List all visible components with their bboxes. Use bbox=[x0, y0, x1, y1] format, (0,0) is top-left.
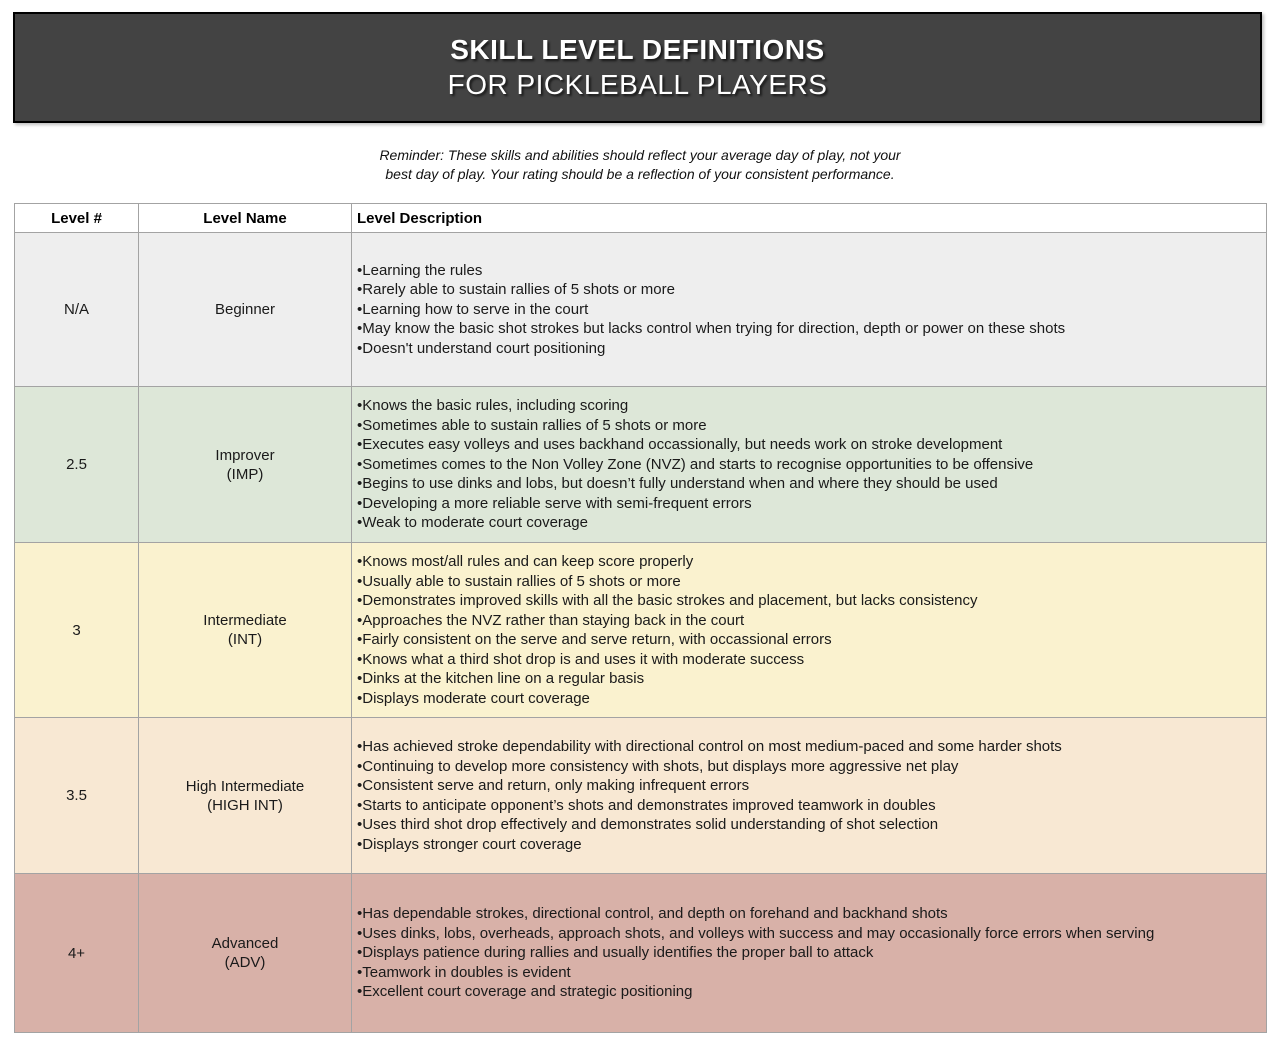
level-number-cell: 3 bbox=[15, 543, 139, 718]
level-name-cell bbox=[139, 874, 352, 1033]
column-header-level-number: Level # bbox=[15, 204, 139, 233]
level-description-cell bbox=[352, 718, 1267, 874]
bullet-line: • Starts to anticipate opponent’s shots and demonstrates improved teamwork in doubles bbox=[357, 796, 1262, 816]
bullet-line: • Displays stronger court coverage bbox=[357, 835, 1262, 855]
level-description-cell bbox=[352, 233, 1267, 387]
column-header-level-description: Level Description bbox=[352, 204, 1267, 233]
level-name-cell bbox=[139, 387, 352, 543]
bullet-line: • Knows the basic rules, including scoring bbox=[357, 396, 1262, 416]
bullet-list bbox=[357, 396, 1262, 533]
bullet-line: • Teamwork in doubles is evident bbox=[357, 963, 1262, 983]
bullet-line: • Demonstrates improved skills with all the basic strokes and placement, but lacks consistency bbox=[357, 591, 1262, 611]
level-description-cell bbox=[352, 543, 1267, 718]
level-abbr: (HIGH INT) bbox=[207, 796, 283, 814]
level-name-cell bbox=[139, 718, 352, 874]
bullet-list bbox=[357, 552, 1262, 708]
bullet-line: • Doesn't understand court positioning bbox=[357, 339, 1262, 359]
reminder-line-1: Reminder: These skills and abilities should reflect your average day of play, not your bbox=[379, 147, 901, 163]
bullet-line: • Displays moderate court coverage bbox=[357, 689, 1262, 709]
bullet-line: • Learning how to serve in the court bbox=[357, 300, 1262, 320]
level-name: High Intermediate bbox=[185, 777, 305, 795]
level-name: Improver bbox=[215, 446, 275, 464]
bullet-line: • Developing a more reliable serve with semi-frequent errors bbox=[357, 494, 1262, 514]
skill-level-table bbox=[14, 203, 1267, 1033]
bullet-line: • Usually able to sustain rallies of 5 shots or more bbox=[357, 572, 1262, 592]
bullet-line: • Knows what a third shot drop is and uses it with moderate success bbox=[357, 650, 1262, 670]
bullet-line: • Uses dinks, lobs, overheads, approach shots, and volleys with success and may occasionally force errors when serving bbox=[357, 924, 1262, 944]
level-name: Intermediate bbox=[203, 612, 287, 629]
bullet-line: • Begins to use dinks and lobs, but doesn’t fully understand when and where they should be used bbox=[357, 474, 1262, 494]
level-name: Beginner bbox=[214, 301, 276, 318]
bullet-line: • Dinks at the kitchen line on a regular basis bbox=[357, 669, 1262, 689]
reminder-text bbox=[0, 146, 1280, 184]
bullet-line: • Consistent serve and return, only making infrequent errors bbox=[357, 776, 1262, 796]
level-description-cell bbox=[352, 387, 1267, 543]
level-name: Advanced bbox=[211, 935, 279, 952]
level-abbr: (IMP) bbox=[226, 465, 264, 483]
bullet-line: • Knows most/all rules and can keep score properly bbox=[357, 552, 1262, 572]
bullet-line: • Rarely able to sustain rallies of 5 shots or more bbox=[357, 280, 1262, 300]
level-number-cell: N/A bbox=[15, 233, 139, 387]
bullet-line: • Sometimes comes to the Non Volley Zone (NVZ) and starts to recognise opportunities to be offensive bbox=[357, 455, 1262, 475]
table-row-improver bbox=[15, 387, 1267, 543]
bullet-line: • Executes easy volleys and uses backhand occassionally, but needs work on stroke development bbox=[357, 435, 1262, 455]
column-header-level-name: Level Name bbox=[139, 204, 352, 233]
level-description-cell bbox=[352, 874, 1267, 1033]
bullet-line: • May know the basic shot strokes but lacks control when trying for direction, depth or power on these shots bbox=[357, 319, 1262, 339]
bullet-line: • Continuing to develop more consistency with shots, but displays more aggressive net play bbox=[357, 757, 1262, 777]
page-subtitle: FOR PICKLEBALL PLAYERS bbox=[447, 69, 828, 100]
table-row-beginner bbox=[15, 233, 1267, 387]
bullet-line: • Has achieved stroke dependability with directional control on most medium-paced and some harder shots bbox=[357, 737, 1262, 757]
bullet-list bbox=[357, 737, 1262, 854]
bullet-list bbox=[357, 904, 1262, 1002]
bullet-line: • Approaches the NVZ rather than staying back in the court bbox=[357, 611, 1262, 631]
level-number-cell: 3.5 bbox=[15, 718, 139, 874]
bullet-line: • Displays patience during rallies and usually identifies the proper ball to attack bbox=[357, 943, 1262, 963]
table-row-high-intermediate bbox=[15, 718, 1267, 874]
page-banner bbox=[13, 12, 1262, 123]
bullet-line: • Has dependable strokes, directional control, and depth on forehand and backhand shots bbox=[357, 904, 1262, 924]
table-header-row bbox=[15, 204, 1267, 233]
level-abbr: (ADV) bbox=[224, 954, 266, 971]
bullet-line: • Sometimes able to sustain rallies of 5 shots or more bbox=[357, 416, 1262, 436]
level-number-cell: 2.5 bbox=[15, 387, 139, 543]
reminder-line-2: best day of play. Your rating should be a reflection of your consistent performance. bbox=[385, 166, 895, 182]
table-row-advanced bbox=[15, 874, 1267, 1033]
level-number-cell: 4+ bbox=[15, 874, 139, 1033]
bullet-line: • Excellent court coverage and strategic positioning bbox=[357, 982, 1262, 1002]
table-row-intermediate bbox=[15, 543, 1267, 718]
bullet-list bbox=[357, 261, 1262, 359]
bullet-line: • Weak to moderate court coverage bbox=[357, 513, 1262, 533]
level-name-cell bbox=[139, 233, 352, 387]
bullet-line: • Learning the rules bbox=[357, 261, 1262, 281]
bullet-line: • Uses third shot drop effectively and demonstrates solid understanding of shot selection bbox=[357, 815, 1262, 835]
page-title: SKILL LEVEL DEFINITIONS bbox=[450, 34, 825, 65]
level-abbr: (INT) bbox=[227, 631, 263, 648]
bullet-line: • Fairly consistent on the serve and serve return, with occassional errors bbox=[357, 630, 1262, 650]
level-name-cell bbox=[139, 543, 352, 718]
